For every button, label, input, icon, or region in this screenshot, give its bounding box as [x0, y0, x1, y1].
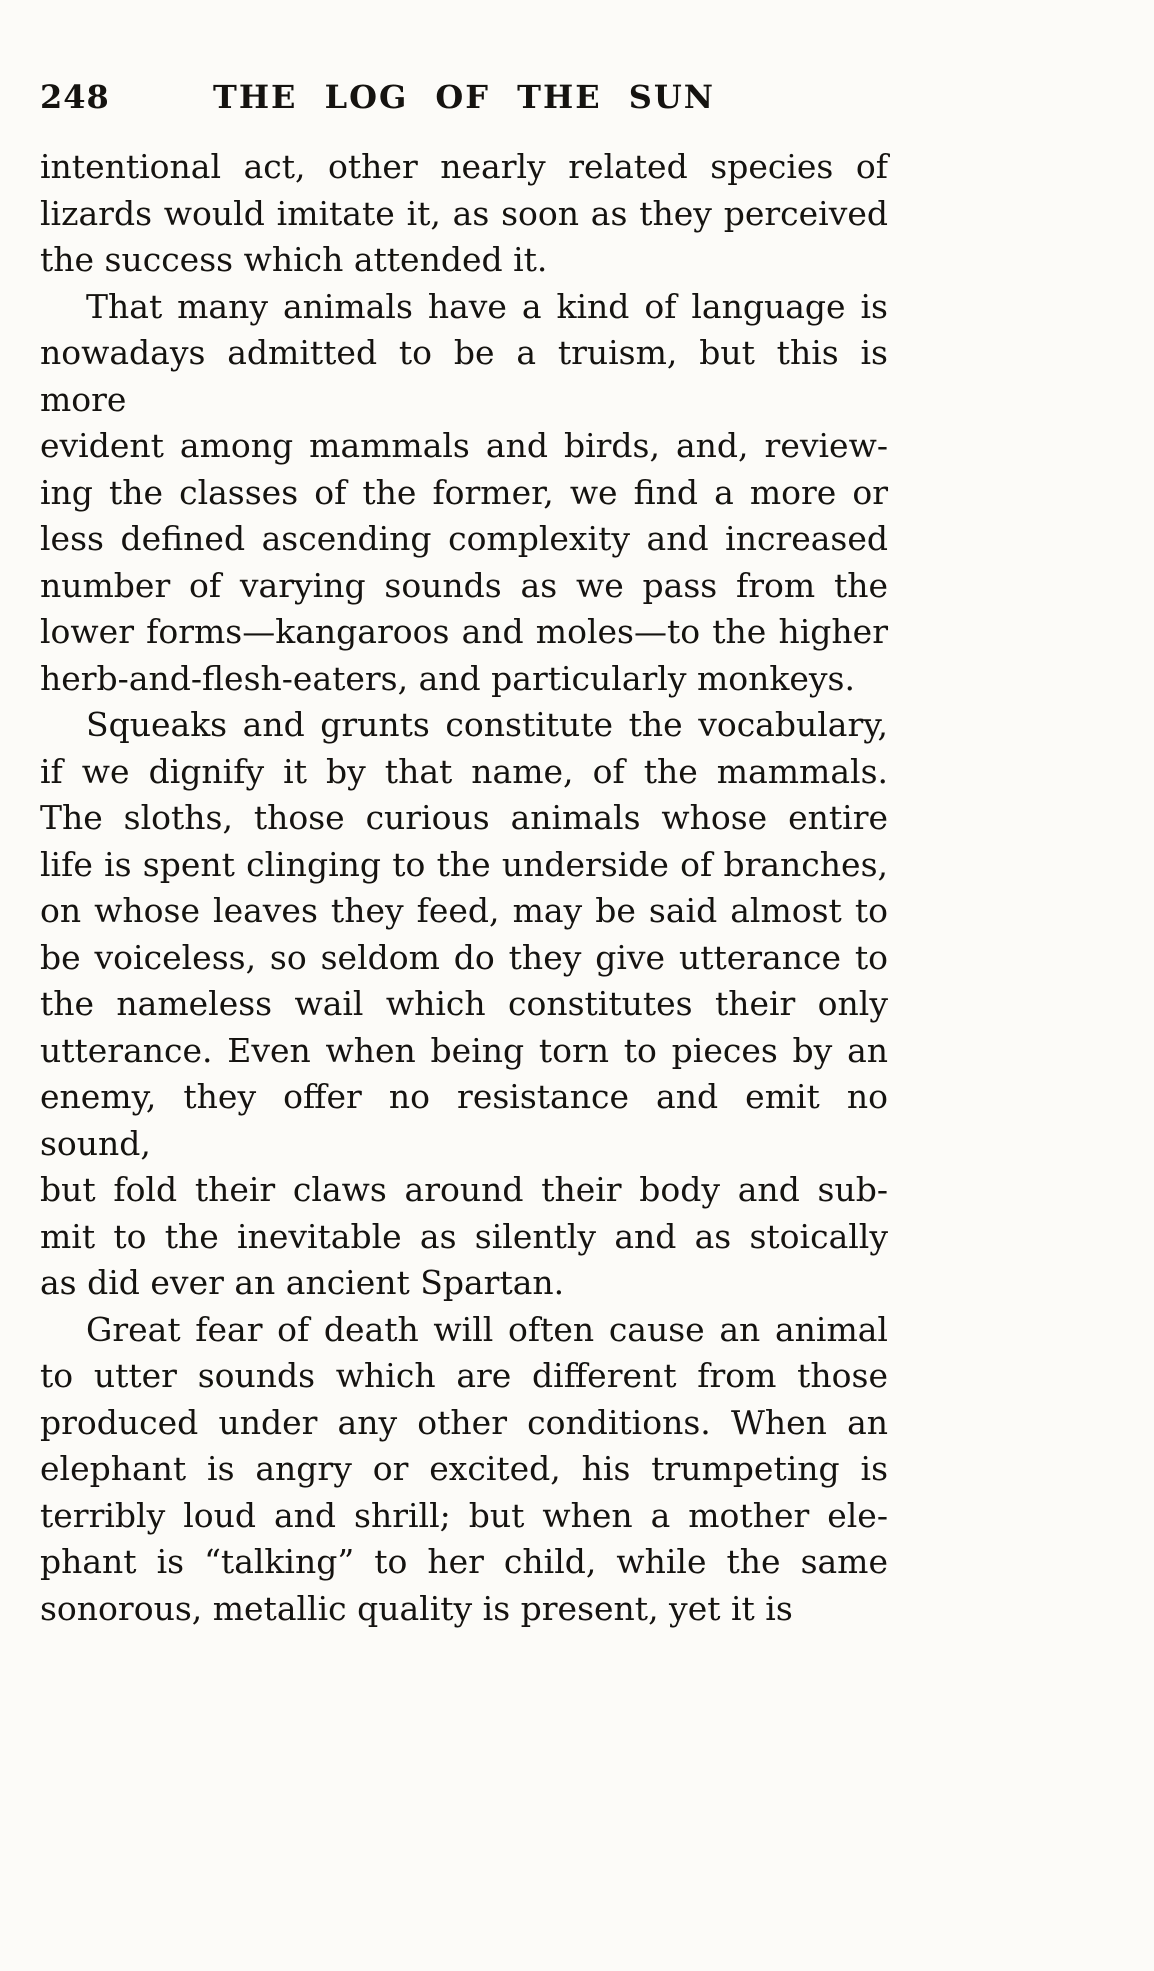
page-content [40, 78, 888, 1632]
text-line: less defined ascending complexity and increased [40, 519, 888, 558]
text-line: sonorous, metallic quality is present, yet it is [40, 1588, 793, 1628]
text-line: That many animals have a kind of language is [86, 286, 888, 326]
text-line: intentional act, other nearly related species of [40, 147, 888, 186]
text-line: be voiceless, so seldom do they give utterance to [40, 937, 888, 977]
text-line: ing the classes of the former, we find a more or [40, 472, 888, 512]
page-header [40, 78, 888, 122]
text-line: as did ever an ancient Spartan. [40, 1263, 565, 1302]
paragraph [40, 144, 888, 284]
text-line: evident among mammals and birds, and, review- [40, 426, 888, 465]
text-line: nowadays admitted to be a truism, but this is more [40, 333, 888, 419]
text-line: phant is “talking” to her child, while the same [40, 1542, 888, 1581]
paragraph [40, 702, 888, 1307]
paragraph [40, 1307, 888, 1633]
text-line: number of varying sounds as we pass from the [40, 565, 888, 605]
text-line: enemy, they offer no resistance and emit no sound, [40, 1077, 888, 1163]
text-line: the nameless wail which constitutes their only [40, 984, 888, 1023]
text-line: life is spent clinging to the underside of branches, [40, 844, 888, 884]
text-line: but fold their claws around their body and sub- [40, 1170, 888, 1209]
text-line: produced under any other conditions. When an [40, 1402, 888, 1442]
paragraph [40, 284, 888, 703]
text-line: the success which attended it. [40, 240, 548, 279]
text-line: lower forms—kangaroos and moles—to the higher [40, 612, 888, 651]
page-number: 248 [40, 78, 110, 116]
text-line: Squeaks and grunts constitute the vocabulary, [86, 705, 888, 744]
text-line: lizards would imitate it, as soon as they perceived [40, 193, 888, 233]
text-line: utterance. Even when being torn to pieces by an [40, 1030, 888, 1070]
text-line: to utter sounds which are different from those [40, 1356, 888, 1395]
text-line: herb-and-flesh-eaters, and particularly monkeys. [40, 658, 855, 698]
text-line: The sloths, those curious animals whose entire [40, 798, 888, 837]
text-line: mit to the inevitable as silently and as stoically [40, 1216, 888, 1256]
text-line: Great fear of death will often cause an animal [86, 1309, 888, 1349]
text-line: on whose leaves they feed, may be said almost to [40, 891, 888, 930]
page-title: THE LOG OF THE SUN [213, 78, 715, 116]
text-line: elephant is angry or excited, his trumpeting is [40, 1449, 888, 1488]
text-line: terribly loud and shrill; but when a mother ele- [40, 1495, 888, 1535]
text-line: if we dignify it by that name, of the mammals. [40, 751, 888, 791]
page-body [40, 144, 888, 1632]
